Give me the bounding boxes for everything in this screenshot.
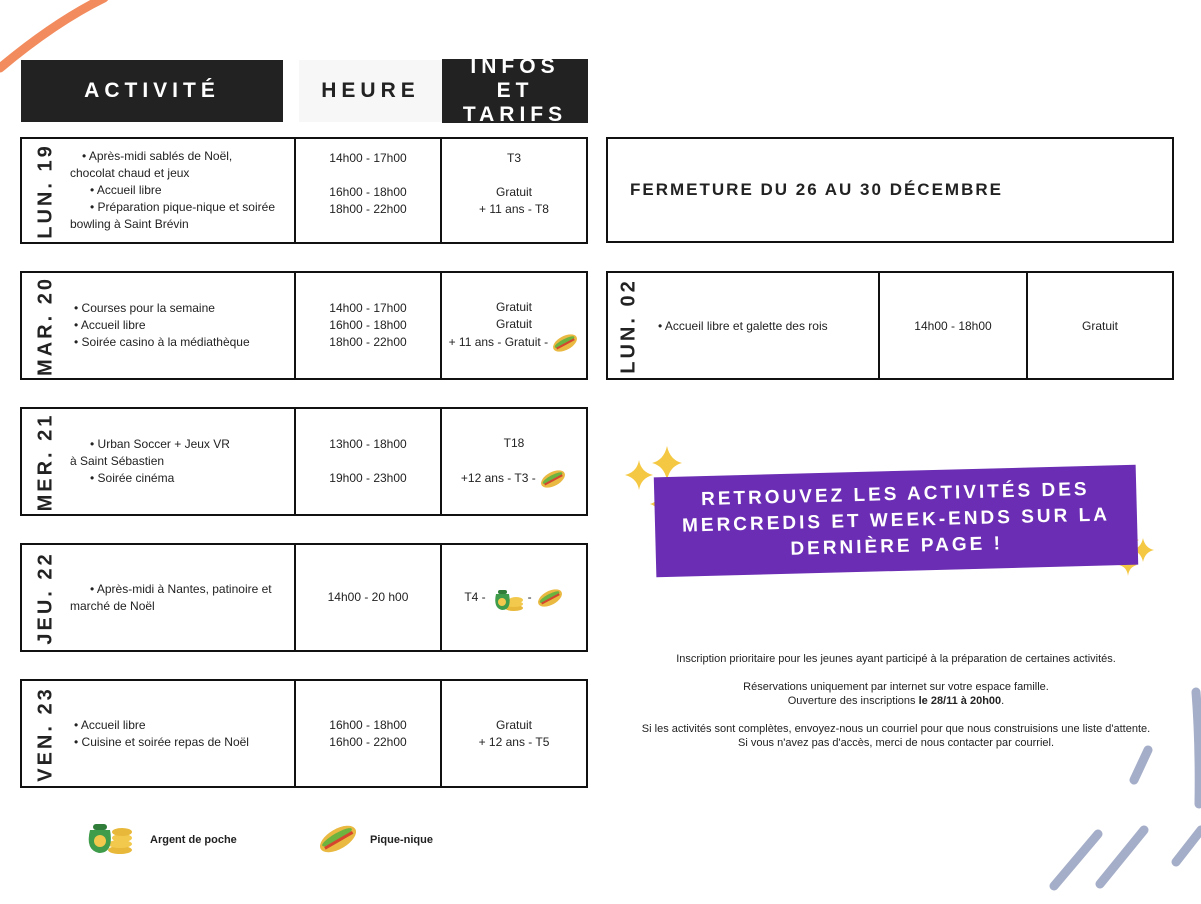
header-hour: HEURE (299, 60, 442, 122)
time-cell: 14h00 - 18h00 (880, 273, 1028, 378)
info-cell: Gratuit Gratuit + 11 ans - Gratuit - (442, 273, 586, 378)
legend-picnic-label: Pique-nique (370, 834, 433, 846)
header-infos: INFOS ET TARIFS (442, 59, 588, 123)
pocket-money-icon (82, 816, 134, 856)
sandwich-icon (536, 588, 564, 608)
table-row (20, 543, 588, 652)
closure-text: FERMETURE DU 26 AU 30 DÉCEMBRE (630, 180, 1003, 199)
activity-cell: • Accueil libre et galette des rois (650, 273, 880, 378)
activity-cell: • Accueil libre • Cuisine et soirée repas de Noël (70, 681, 296, 786)
day-label: LUN. 02 (617, 277, 640, 374)
banner-line: RETROUVEZ LES ACTIVITÉS DES (700, 478, 1090, 511)
activity-cell: • Courses pour la semaine • Accueil libre • Soirée casino à la médiathèque (70, 273, 296, 378)
activity-cell: • Après-midi à Nantes, patinoire et marché de Noël (70, 545, 296, 650)
legend-money-label: Argent de poche (150, 834, 237, 846)
time-cell: 16h00 - 18h00 16h00 - 22h00 (296, 681, 442, 786)
sandwich-icon (316, 822, 360, 856)
day-label: VEN. 23 (34, 685, 57, 782)
time-cell: 13h00 - 18h00 19h00 - 23h00 (296, 409, 442, 514)
banner-line: MERCREDIS ET WEEK-ENDS SUR LA (681, 504, 1111, 537)
activity-cell: • Après-midi sablés de Noël, chocolat chaud et jeux • Accueil libre • Préparation pique-nique et soirée bowling à Saint Brévin (70, 139, 296, 242)
no-access-note: Si vous n'avez pas d'accès, merci de nous contacter par courriel. (737, 737, 1055, 749)
day-label: JEU. 22 (34, 550, 57, 645)
opening-note: Ouverture des inscriptions le 28/11 à 20h00. (787, 695, 1005, 707)
info-cell: T4 - - (442, 545, 586, 650)
info-cell: T18 +12 ans - T3 - (442, 409, 586, 514)
time-cell: 14h00 - 17h00 16h00 - 18h00 18h00 - 22h00 (296, 273, 442, 378)
sandwich-icon (539, 469, 567, 489)
banner (654, 465, 1138, 578)
banner-line: DERNIÈRE PAGE ! (790, 533, 1004, 560)
day-label: MAR. 20 (34, 275, 57, 376)
info-cell: Gratuit + 12 ans - T5 (478, 717, 550, 749)
time-cell: 14h00 - 17h00 16h00 - 18h00 18h00 - 22h00 (296, 139, 442, 242)
pocket-money-icon (490, 584, 524, 612)
table-row (20, 271, 588, 380)
table-row (606, 271, 1174, 380)
decorative-strokes (1036, 684, 1201, 894)
reservation-note: Réservations uniquement par internet sur votre espace famille. (743, 681, 1049, 693)
info-cell: T3 Gratuit + 11 ans - T8 (479, 151, 549, 216)
day-label: LUN. 19 (34, 142, 57, 239)
table-row (20, 407, 588, 516)
time-cell: 14h00 - 20 h00 (296, 545, 442, 650)
sandwich-icon (551, 333, 579, 353)
closure-box (606, 137, 1174, 243)
waiting-list-note: Si les activités sont complètes, envoyez-nous un courriel pour que nous construisions une liste d'attente. (641, 723, 1151, 735)
priority-note: Inscription prioritaire pour les jeunes ayant participé à la préparation de certaines activités. (676, 653, 1116, 665)
table-row (20, 679, 588, 788)
info-cell: Gratuit (1081, 318, 1118, 333)
header-activity: ACTIVITÉ (21, 60, 283, 122)
table-row (20, 137, 588, 244)
day-label: MER. 21 (34, 412, 57, 511)
activity-cell: • Urban Soccer + Jeux VR à Saint Sébastien • Soirée cinéma (70, 409, 296, 514)
